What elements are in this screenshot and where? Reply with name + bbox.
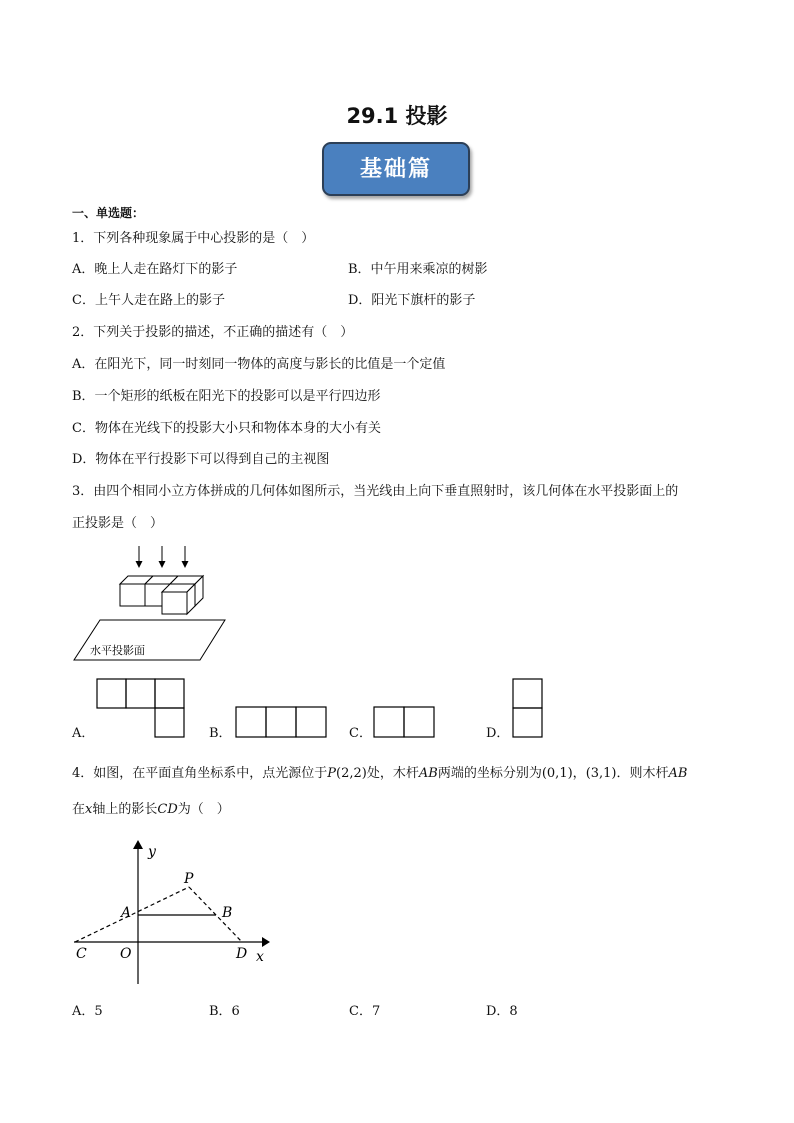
q4-point-p-coord: (2,2)	[336, 766, 367, 781]
graph-label-o: O	[120, 946, 132, 962]
graph-label-b: B	[222, 905, 233, 921]
q3-option-d: D．	[486, 726, 510, 741]
q3-stem-line2: 正投影是（ ）	[72, 516, 164, 531]
q4-text-5: 在	[72, 802, 86, 817]
q2-option-b: B．一个矩形的纸板在阳光下的投影可以是平行四边形	[72, 389, 381, 404]
q4-option-b: B．6	[209, 1004, 240, 1019]
q1-option-a: A．晚上人走在路灯下的影子	[72, 262, 238, 277]
q4-segment-ab: AB	[418, 766, 438, 781]
graph-label-c: C	[76, 946, 87, 962]
q4-text-2: 处，木杆	[366, 766, 419, 781]
q1-option-d: D．阳光下旗杆的影子	[348, 293, 476, 308]
q4-text-7: 为（ ）	[177, 802, 230, 817]
q2-option-a: A．在阳光下，同一时刻同一物体的高度与影长的比值是一个定值	[72, 357, 446, 372]
graph-label-x: x	[256, 949, 264, 965]
q4-option-d: D．8	[486, 1004, 518, 1019]
q4-axis-x: x	[85, 802, 93, 817]
q3-option-d-figure	[512, 678, 544, 738]
graph-label-y: y	[148, 844, 156, 860]
q4-coord-a: (0,1)	[541, 766, 573, 781]
q2-option-d: D．物体在平行投影下可以得到自己的主视图	[72, 452, 330, 467]
q3-cube-figure	[60, 540, 260, 665]
graph-label-a: A	[121, 905, 132, 921]
q3-option-b: B．	[209, 726, 232, 741]
q2-option-c: C．物体在光线下的投影大小只和物体本身的大小有关	[72, 421, 381, 436]
q2-stem: 2．下列关于投影的描述，不正确的描述有（ ）	[72, 325, 354, 340]
q3-option-a-figure	[96, 678, 186, 738]
q4-text-4: ．则木杆	[616, 766, 669, 781]
q4-segment-ab-2: AB	[668, 766, 688, 781]
q3-option-c: C．	[349, 726, 372, 741]
plane-label: 水平投影面	[90, 644, 145, 657]
graph-label-p: P	[184, 871, 194, 887]
section-heading: 一、单选题：	[72, 206, 145, 220]
q4-coordinate-figure	[66, 836, 286, 986]
q4-point-p: P	[327, 766, 337, 781]
q1-option-b: B．中午用来乘凉的树影	[348, 262, 488, 277]
q4-segment-cd: CD	[157, 802, 178, 817]
q4-stem-line2	[72, 802, 230, 818]
q4-coord-b: (3,1)	[585, 766, 617, 781]
q4-option-c: C．7	[349, 1004, 381, 1019]
q4-comma: ，	[572, 766, 586, 781]
q4-text-6: 轴上的影长	[92, 802, 158, 817]
level-badge: 基础篇	[322, 142, 470, 196]
graph-label-d: D	[236, 946, 248, 962]
q3-option-b-figure	[235, 706, 327, 738]
q4-option-a: A．5	[72, 1004, 103, 1019]
q4-text-1: 4．如图，在平面直角坐标系中，点光源位于	[72, 766, 328, 781]
q3-option-a: A．	[72, 726, 95, 741]
q4-stem-line1	[72, 766, 687, 782]
page-title: 29.1 投影	[346, 104, 448, 128]
q4-text-3: 两端的坐标分别为	[437, 766, 542, 781]
q1-option-c: C．上午人走在路上的影子	[72, 293, 225, 308]
q1-stem: 1．下列各种现象属于中心投影的是（ ）	[72, 231, 315, 246]
q3-stem-line1: 3．由四个相同小立方体拼成的几何体如图所示，当光线由上向下垂直照射时，该几何体在水平投影面上的	[72, 484, 679, 499]
q3-option-c-figure	[373, 706, 435, 738]
